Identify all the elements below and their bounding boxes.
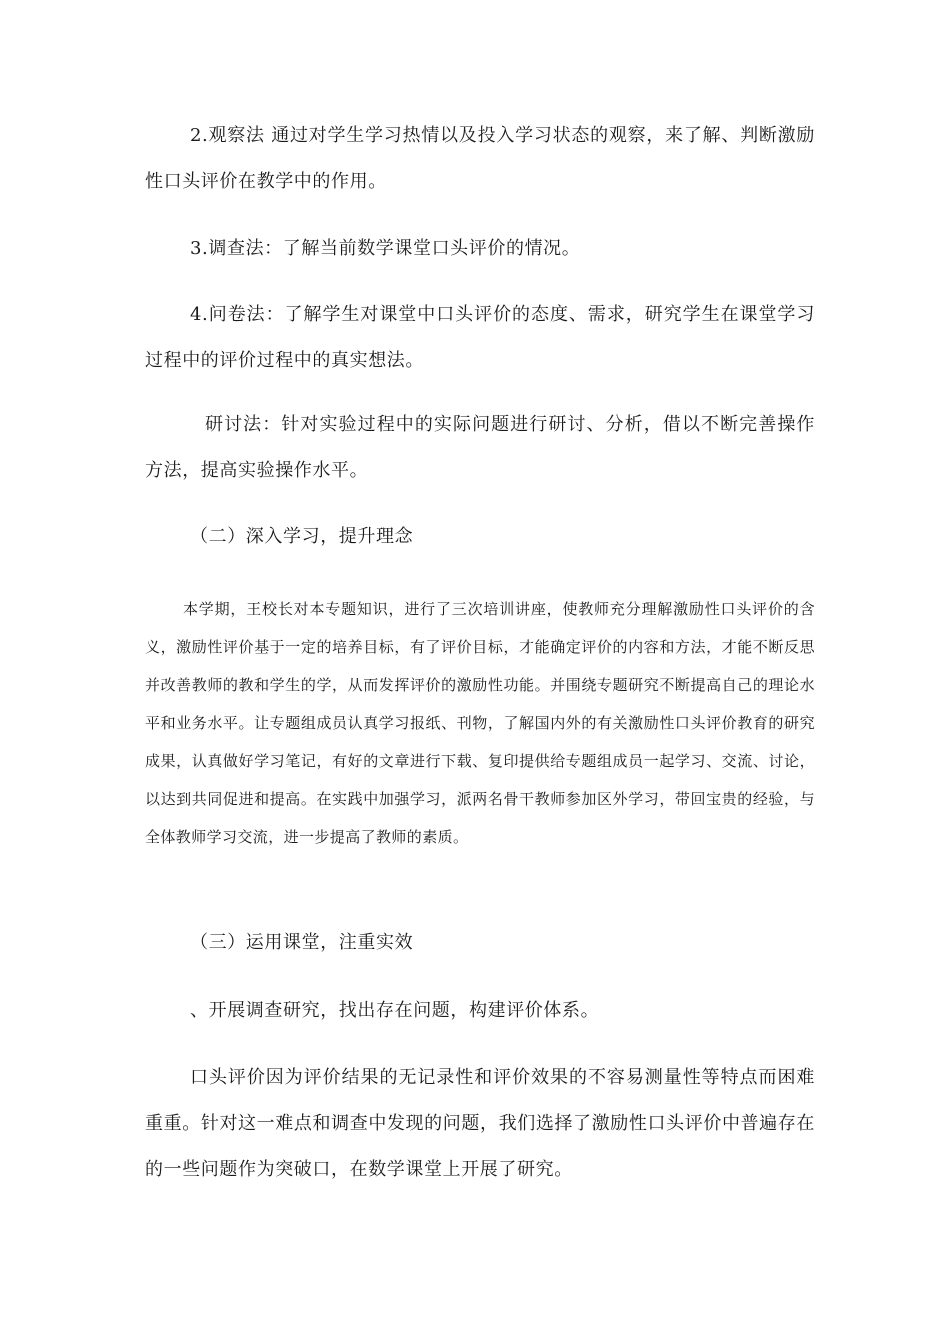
paragraph-questionnaire-method: 4.问卷法：了解学生对课堂中口头评价的态度、需求，研究学生在课堂学习过程中的评价过程中的真实想法。: [145, 304, 815, 371]
section-heading-3: （三）运用课堂，注重实效: [190, 932, 414, 953]
paragraph-study-body: 本学期，王校长对本专题知识，进行了三次培训讲座，使教师充分理解激励性口头评价的含义，激励性评价基于一定的培养目标，有了评价目标，才能确定评价的内容和方法，才能不断反思并改善教师的教和学生的学，从而发挥评价的激励性功能。并围绕专题研究不断提高自己的理论水平和业务水平。让专题组成员认真学习报纸、刊物，了解国内外的有关激励性口头评价教育的研究成果，认真做好学习笔记，有好的文章进行下载、复印提供给专题组成员一起学习、交流、讨论，以达到共同促进和提高。在实践中加强学习，派两名骨干教师参加区外学习，带回宝贵的经验，与全体教师学习交流，进一步提高了教师的素质。: [145, 600, 815, 846]
paragraph-oral-evaluation: 口头评价因为评价结果的无记录性和评价效果的不容易测量性等特点而困难重重。针对这一难点和调查中发现的问题，我们选择了激励性口头评价中普遍存在的一些问题作为突破口，在数学课堂上开展了研究。: [145, 1067, 815, 1180]
section-heading-2: （二）深入学习，提升理念: [190, 526, 414, 547]
paragraph-survey-method: 3.调查法：了解当前数学课堂口头评价的情况。: [190, 238, 581, 259]
paragraph-observation-method: 2.观察法 通过对学生学习热情以及投入学习状态的观察，来了解、判断激励性口头评价在教学中的作用。: [145, 125, 815, 192]
paragraph-discussion-method: 研讨法：针对实验过程中的实际问题进行研讨、分析，借以不断完善操作方法，提高实验操作水平。: [145, 414, 815, 481]
paragraph-investigation: 、开展调查研究，找出存在问题，构建评价体系。: [190, 1000, 600, 1021]
